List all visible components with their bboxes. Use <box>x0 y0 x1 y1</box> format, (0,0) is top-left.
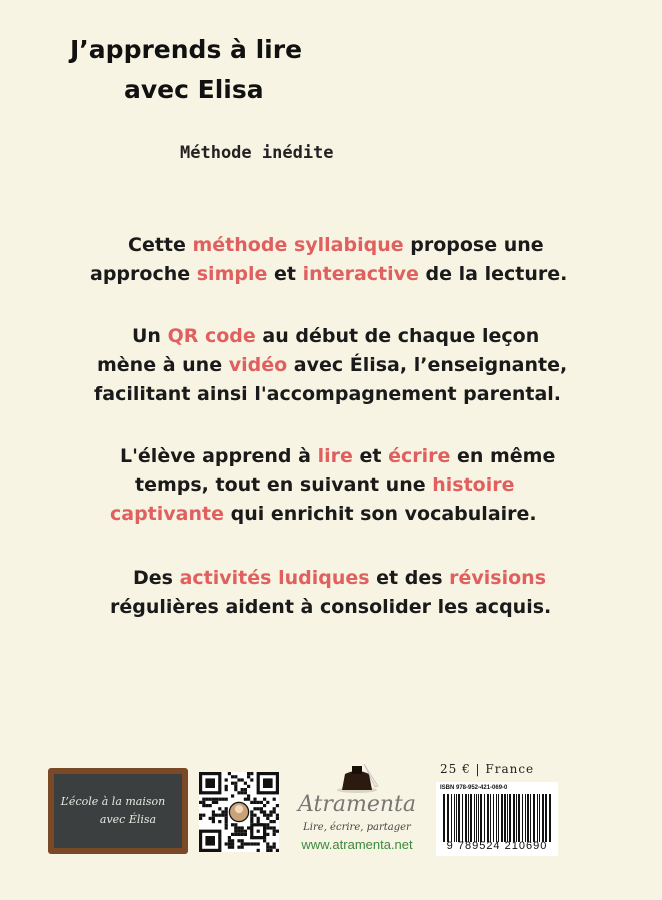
text-segment: qui enrichit son vocabulaire. <box>223 503 537 525</box>
text-segment: facilitant ainsi l'accompagnement parental. <box>94 383 562 405</box>
text-segment: Des <box>133 567 180 589</box>
text-segment: et des <box>369 567 450 589</box>
highlighted-term: captivante <box>110 503 224 525</box>
text-segment: approche <box>90 263 197 285</box>
description-paragraph <box>0 231 662 289</box>
text-segment: en même <box>450 445 556 467</box>
paragraph-line <box>0 442 662 471</box>
highlighted-term: révisions <box>449 567 547 589</box>
text-segment: Cette <box>128 234 193 256</box>
paragraph-line <box>0 593 662 622</box>
highlighted-term: écrire <box>388 445 451 467</box>
description-paragraph <box>0 564 662 622</box>
text-segment: de la lecture. <box>418 263 568 285</box>
highlighted-term: activités ludiques <box>179 567 370 589</box>
inkwell-quill-icon <box>334 760 380 794</box>
series-chalkboard-logo <box>48 768 188 854</box>
highlighted-term: histoire <box>432 474 515 496</box>
publisher-name: Atramenta <box>298 792 416 817</box>
paragraph-line <box>0 471 662 500</box>
paragraph-line <box>0 380 662 409</box>
text-segment: temps, tout en suivant une <box>135 474 433 496</box>
book-title <box>70 30 302 110</box>
text-segment: régulières aident à consolider les acquis. <box>110 596 552 618</box>
isbn-label: ISBN 978-952-421-069-0 <box>440 785 508 791</box>
series-name-line-1: L’école à la maison <box>60 795 166 808</box>
highlighted-term: QR code <box>167 325 256 347</box>
paragraph-line <box>0 322 662 351</box>
text-segment: L'élève apprend à <box>120 445 318 467</box>
paragraph-line <box>0 564 662 593</box>
subtitle: Méthode inédite <box>180 143 334 163</box>
text-segment: mène à une <box>97 354 229 376</box>
text-segment: propose une <box>403 234 544 256</box>
title-line-1: J’apprends à lire <box>70 35 303 64</box>
text-segment: et <box>267 263 303 285</box>
price-label: 25 € | France <box>440 762 535 776</box>
qr-code-icon <box>199 772 279 852</box>
publisher-logo <box>282 760 432 856</box>
publisher-url[interactable]: www.atramenta.net <box>301 837 413 852</box>
text-segment: Un <box>132 325 168 347</box>
text-segment: au début de chaque leçon <box>255 325 540 347</box>
barcode <box>436 782 558 856</box>
highlighted-term: simple <box>196 263 268 285</box>
barcode-icon <box>441 794 555 842</box>
paragraph-line <box>0 231 662 260</box>
barcode-number: 9 789524 210690 <box>446 840 548 852</box>
highlighted-term: vidéo <box>228 354 288 376</box>
highlighted-term: lire <box>317 445 353 467</box>
highlighted-term: interactive <box>302 263 419 285</box>
series-name-line-2: avec Élisa <box>99 813 157 826</box>
text-segment: et <box>352 445 389 467</box>
description-paragraph <box>0 322 662 409</box>
description-paragraph <box>0 442 662 529</box>
text-segment: avec Élisa, l’enseignante, <box>287 354 568 376</box>
highlighted-term: méthode syllabique <box>192 234 404 256</box>
paragraph-line <box>0 351 662 380</box>
paragraph-line <box>0 260 662 289</box>
chalkboard-icon <box>54 774 182 848</box>
title-line-2: avec Elisa <box>124 75 264 104</box>
publisher-tagline: Lire, écrire, partager <box>303 822 411 833</box>
paragraph-line <box>0 500 662 529</box>
